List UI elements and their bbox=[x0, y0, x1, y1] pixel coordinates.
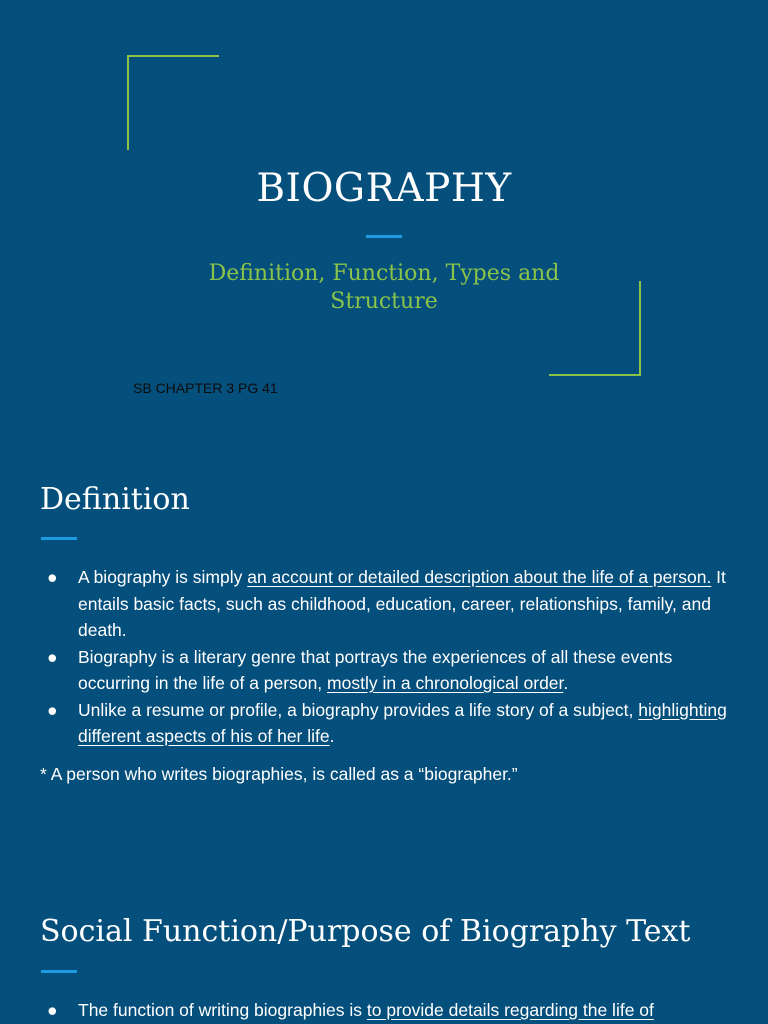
bullet-text: Unlike a resume or profile, a biography provides a life story of a subject, bbox=[78, 699, 639, 720]
chapter-reference: SB CHAPTER 3 PG 41 bbox=[133, 380, 278, 396]
heading-divider bbox=[41, 970, 77, 973]
bullet-item bbox=[40, 564, 740, 644]
bullet-link[interactable]: mostly in a chronological order bbox=[327, 673, 564, 693]
footnote: * A person who writes biographies, is called as a “biographer.” bbox=[40, 764, 518, 784]
slide-subtitle: Definition, Function, Types and Structure bbox=[208, 261, 560, 314]
bullet-dot-icon: ● bbox=[47, 646, 58, 667]
bullet-item bbox=[40, 697, 740, 750]
bullet-text: . bbox=[563, 673, 569, 693]
corner-accent-top-left-vertical bbox=[127, 55, 129, 150]
bullet-item bbox=[40, 644, 740, 697]
corner-accent-bottom-right-vertical bbox=[639, 281, 641, 376]
bullet-text: . bbox=[329, 726, 335, 746]
title-slide bbox=[0, 0, 768, 432]
definition-slide bbox=[0, 432, 768, 864]
section-heading: Definition bbox=[40, 482, 190, 517]
slide-title: BIOGRAPHY bbox=[256, 166, 512, 211]
bullet-text: The function of writing biographies is bbox=[78, 1000, 367, 1020]
corner-accent-top-left bbox=[127, 55, 219, 57]
bullet-link[interactable]: highlighting different aspects of his of her life bbox=[78, 699, 727, 746]
bullet-link[interactable]: an account or detailed description about the life of a person. bbox=[247, 567, 712, 587]
social-function-slide bbox=[0, 864, 768, 1024]
heading-divider bbox=[41, 537, 77, 540]
function-bullets bbox=[40, 997, 740, 1024]
definition-bullets bbox=[40, 564, 740, 750]
bullet-dot-icon: ● bbox=[47, 699, 58, 720]
title-divider bbox=[366, 235, 402, 238]
bullet-text: A biography is simply bbox=[78, 567, 248, 587]
bullet-text: It entails basic facts, such as childhood, education, career, relationships, family, and death. bbox=[78, 567, 726, 640]
bullet-dot-icon: ● bbox=[47, 1000, 58, 1020]
bullet-dot-icon: ● bbox=[47, 567, 58, 587]
bullet-text: Biography is a literary genre that portrays the experiences of all these events occurring in the life of a person, bbox=[78, 646, 673, 693]
bullet-item bbox=[40, 997, 740, 1024]
corner-accent-bottom-right bbox=[549, 374, 641, 376]
section-heading: Social Function/Purpose of Biography Text bbox=[40, 914, 691, 949]
bullet-link[interactable]: to provide details regarding the life of bbox=[366, 1000, 654, 1020]
